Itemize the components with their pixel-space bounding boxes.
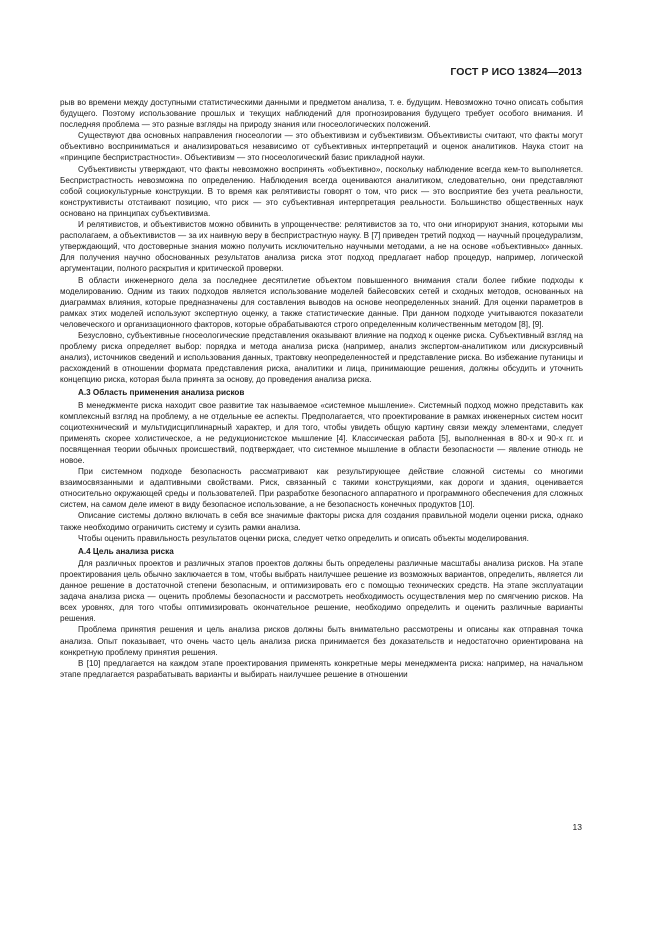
paragraph: В области инженерного дела за последнее десятилетие объектом повышенного внимания стали более гибкие подходы к моделированию. Одним из таких подходов является использование моделей байесовских сетей и сходных методов, основанных на диаграммах влияния, которые предназначены для составления выводов на основе неопределенных знаний. Для оценки параметров в рамках этих моделей используют экспертную оценку, а также статистические данные. При данном подходе учитываются показатели человеческого и организационного факторов, которые обрабатываются строго определенным количественным методом [8], [9].: [60, 275, 583, 329]
document-body: [60, 97, 583, 680]
paragraph: В [10] предлагается на каждом этапе проектирования применять конкретные меры менеджмента риска: например, на начальном этапе предлагается разрабатывать варианты и выбирать наилучшее решение в отношении: [60, 658, 583, 679]
paragraph: Для различных проектов и различных этапов проектов должны быть определены различные масштабы анализа рисков. На этапе проектирования цель обычно заключается в том, чтобы выбрать наилучшее решение из возможных вариантов, определить, является ли данное решение в достаточной степени безопасным, и оптимизировать его с помощью технических средств. На этапе эксплуатации задача анализа риска — оценить проблемы безопасности и рассмотреть необходимость осуществления мер по смягчению рисков. На всех уровнях, для того чтобы оптимизировать окончательное решение, необходимо определить и оценить различные варианты решения.: [60, 558, 583, 624]
paragraph: При системном подходе безопасность рассматривают как результирующее действие сложной системы со многими взаимосвязанными и адаптивными свойствами. Риск, связанный с такими конструкциями, как дороги и здания, оценивается относительно окружающей среды и пользователей. При разработке безопасного аппаратного и программного обеспечения для сложных систем, на самом деле имеют в виду безопасное использование, а не безопасность конечных продуктов [10].: [60, 467, 583, 510]
section-heading-a3: А.3 Область применения анализа рисков: [78, 388, 245, 398]
paragraph: рыв во времени между доступными статистическими данными и предметом анализа, т. е. будущим. Невозможно точно описать события будущего. Поэтому использование прошлых и текущих наблюдений для прогнозирования будущего требует особого внимания. И последняя проблема — это разные взгляды на природу знания или гносеологических положений.: [60, 98, 583, 130]
document-header: ГОСТ Р ИСО 13824—2013: [450, 66, 582, 78]
paragraph: В менеджменте риска находит свое развитие так называемое «системное мышление». Системный подход можно представить как комплексный взгляд на проблему, а не отдельные ее аспекты. Предполагается, что проектирование в рамках инженерных систем носит социотехнический и мультидисциплинарный характер, и для того, чтобы увидеть общую картину связи между элементами, следует применять скорее холистическое, а не редукционистское мышление [4]. Классическая работа [5], выполненная в 80-х и 90-х гг. и посвященная теории обычных происшествий, подтверждает, что системное мышление в области безопасности — явление отнюдь не новое.: [60, 400, 583, 465]
paragraph: Существуют два основных направления гносеологии — это объективизм и субъективизм. Объективисты считают, что факты могут объективно восприниматься и анализироваться независимо от субъективных интерпретаций и оценок аналитиков. Наука стоит на «принципе беспристрастности». Объективизм — это гносеологический базис прикладной науки.: [60, 131, 583, 163]
paragraph: Описание системы должно включать в себя все значимые факторы риска для создания правильной модели оценки риска, однако также необходимо ограничить систему и сузить рамки анализа.: [60, 511, 583, 532]
paragraph: И релятивистов, и объективистов можно обвинить в упрощенчестве: релятивистов за то, что они игнорируют знания, которыми мы располагаем, а объективистов — за их наивную веру в беспристрастную науку. В [7] приведен третий подход — научный процедурализм, утверждающий, что достоверные знания можно получить исключительно научными методами, а не на основе «объективных» данных. Для получения научно обоснованных результатов анализа риска этот подход предлагает набор процедур, например, логической аргументации, полного раскрытия и критической проверки.: [60, 220, 583, 274]
section-heading-a4: А.4 Цель анализа риска: [78, 546, 174, 556]
paragraph: Безусловно, субъективные гносеологические представления оказывают влияние на подход к оценке риска. Субъективный взгляд на проблему риска определяет выбор: порядка и метода анализа риска (например, анализ экспертом-аналитиком или дискурсивный анализ), источников сведений и использования данных, трактовку неопределенностей и представление риска. Во избежание путаницы и расхождений в отношении формата представления риска, аналитики и лица, принимающие решения, должны обсудить и уточнить концепцию риска, которая была принята за основу, до проведения анализа риска.: [60, 330, 583, 385]
paragraph: Субъективисты утверждают, что факты невозможно воспринять «объективно», поскольку наблюдение всегда кем-то выполняется. Беспристрастность невозможна по определению. Наблюдения всегда оцениваются аналитиком, следовательно, они представляют собой социокультурные конструкции. В то время как релятивисты говорят о том, что риск — это восприятие без учета реальности, конструктивисты отстаивают позицию, что риск — это субъективная интерпретация реальности. Большинство общественных наук основано на принципах субъективизма.: [60, 164, 583, 218]
paragraph: Чтобы оценить правильность результатов оценки риска, следует четко определить и описать объекты моделирования.: [78, 533, 529, 543]
page-number: 13: [572, 822, 582, 832]
paragraph: Проблема принятия решения и цель анализа рисков должны быть внимательно рассмотрены и описаны как отправная точка анализа. Опыт показывает, что очень часто цель анализа риска принимается без доказательств и недостаточно ориентирована на конкретную проблему принятия решения.: [60, 625, 583, 657]
